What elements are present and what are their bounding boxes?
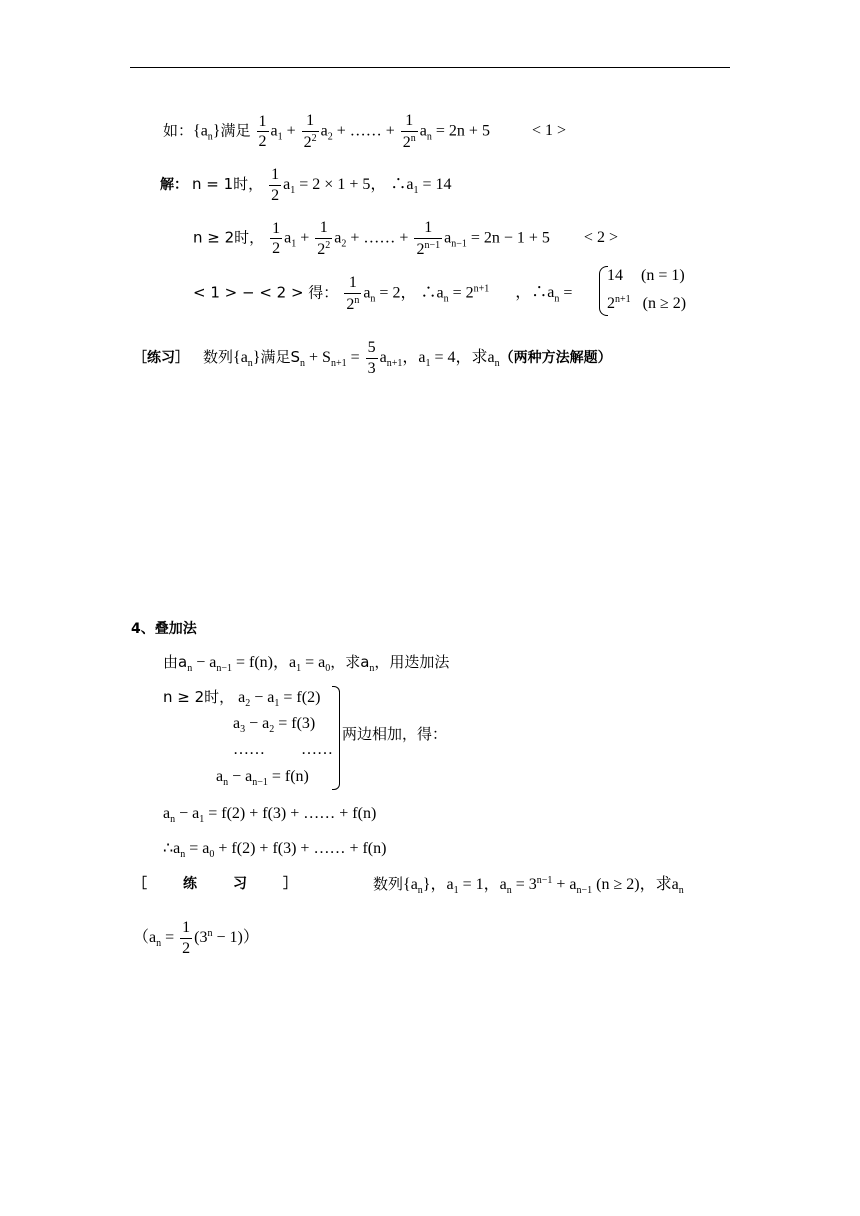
header-rule: [130, 67, 730, 68]
solution-case2: n ≥ 2时， $\frac{1}{2}$ $a_1$ + $\frac{1}{2^2}$ $a_2$ + …… + $\frac{1}{2^{n-1}}$ $a_{n-1} = 2n - 1 + 5 < 2$ >: [193, 219, 618, 258]
sum-note: 两边相加，得：: [342, 725, 448, 743]
sum-line-2: $\therefore a_n = a_0 + f(2) + f(3)$ + …… + f(n): [163, 840, 387, 860]
equation-tag-2: < 2 >: [583, 229, 618, 247]
exercise-1-label: ［练习］: [133, 349, 189, 366]
exercise-2: ［ 练 习 ］: [133, 876, 297, 892]
solution-label: 解：: [160, 176, 188, 193]
piecewise-case-1: 14 (n = 1): [607, 267, 685, 284]
example-intro: 如：: [163, 121, 194, 140]
exercise-1-method: （两种方法解题）: [499, 349, 612, 366]
exercise-2-answer: （$a_n$ = $\frac{1}{2}$ (3$^n$ − 1)）: [133, 919, 259, 957]
equation-tag-1: < 1 >: [531, 122, 566, 140]
solution-case1: 解： n = 1时， $\frac{1}{2}$ $a_1 = 2 \times 1 + 5$， $\therefore a_1 = 14$: [160, 166, 452, 204]
example-equation: 如：$\{a_n\}$满足 $\frac{1}{2}$ $a_1$ + $\frac{1}{2^2}$ $a_2$ + …… + $\frac{1}{2^n}$ $a_n = 2n + 5 < 1$ >: [163, 112, 566, 151]
system-row-2: $a_3 - a_2 = f(3)$: [233, 715, 316, 735]
system-row-1: n ≥ 2时， $a_2 - a_1 = f(2)$: [163, 688, 321, 709]
exercise-2-problem: 数列$\{a_n\}$，$a_1 = 1$，$a_n = 3^{n-1} + a_{n-1}$ (n ≥ 2)，求$a_n$: [373, 875, 684, 896]
piecewise-case-2: $2^{n+1}$ (n ≥ 2): [607, 294, 687, 312]
section-4-intro: 由$a_n - a_{n-1} = f(n)$，$a_1 = a_0$，求$a_n$，用迭加法: [163, 653, 450, 674]
section-4-heading: 4、叠加法: [131, 621, 197, 637]
sum-line-1: $a_n - a_1 = f(2) + f(3)$ + …… + f(n): [163, 805, 377, 825]
system-brace: [332, 686, 340, 790]
system-row-3: …… ……: [233, 741, 333, 758]
system-row-4: $a_n - a_{n-1} = f(n)$: [216, 768, 309, 788]
solution-difference: < 1 > − < 2 > 得： $\frac{1}{2^n}$ $a_n = 2$， $\therefore a_n = 2^{n+1}$ ，$\therefore a_n$ =: [193, 274, 573, 313]
exercise-1: ［练习］ 数列$\{a_n\}$满足$S_n + S_{n+1}$ = $\frac{5}{3}$ $a_{n+1}$，$a_1 = 4$，求$a_n$（两种方法解题）: [133, 339, 612, 377]
